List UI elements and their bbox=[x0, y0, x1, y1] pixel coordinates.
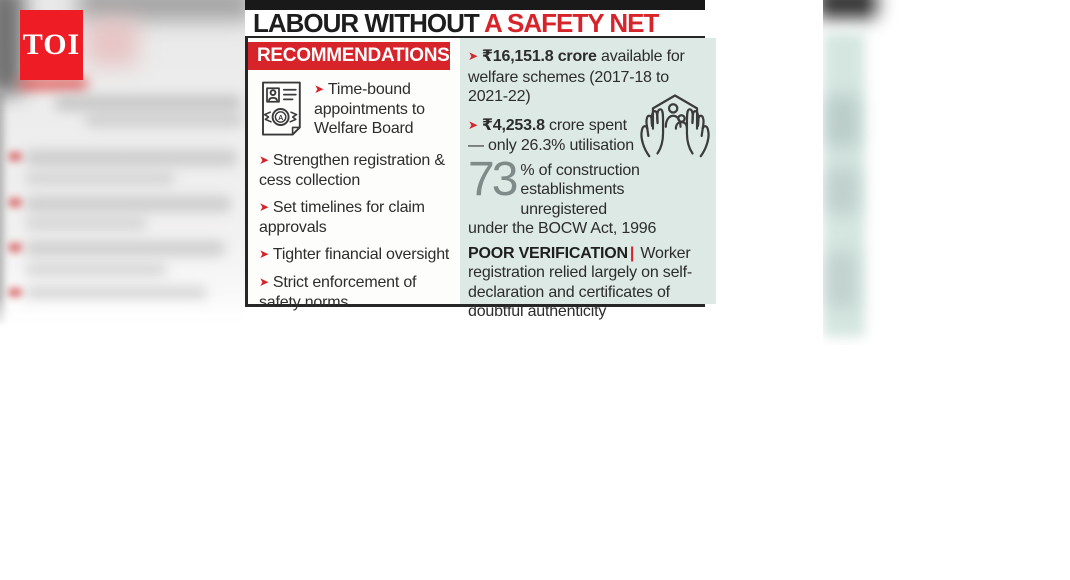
hands-protecting-family-icon bbox=[636, 90, 714, 164]
big-stat-unregistered bbox=[468, 152, 712, 220]
blur-blob bbox=[8, 243, 22, 252]
arrow-bullet-icon: ➤ bbox=[259, 247, 269, 261]
blur-blob bbox=[25, 196, 231, 212]
recommendation-row-1 bbox=[259, 80, 456, 143]
panel-content bbox=[245, 36, 705, 320]
toi-logo bbox=[20, 10, 83, 80]
big-stat-line2: under the BOCW Act, 1996 bbox=[468, 220, 657, 237]
recommendations-list bbox=[248, 70, 460, 312]
poor-verification-label: POOR VERIFICATION bbox=[468, 244, 628, 262]
blur-blob bbox=[8, 152, 22, 161]
stat-bullet-funds-spent: ➤ ₹4,253.8 crore spent — only 26.3% utilisation bbox=[468, 116, 634, 154]
recommendations-header: RECOMMENDATIONS bbox=[248, 42, 450, 70]
panel-title bbox=[245, 10, 705, 36]
arrow-bullet-icon: ➤ bbox=[468, 117, 478, 132]
arrow-bullet-icon: ➤ bbox=[314, 82, 324, 96]
blur-fade bbox=[0, 295, 245, 340]
stats-column bbox=[460, 38, 716, 320]
poor-verification-block bbox=[468, 244, 710, 322]
blur-blob bbox=[25, 150, 237, 166]
certificate-document-icon bbox=[259, 80, 307, 143]
arrow-bullet-icon: ➤ bbox=[259, 275, 269, 289]
blur-blob bbox=[55, 95, 241, 111]
list-item: ➤ Set timelines for claim approvals bbox=[259, 199, 425, 236]
blur-blob bbox=[25, 241, 225, 256]
recommendation-rows bbox=[259, 151, 456, 312]
list-item: ➤ Strict enforcement of safety norms bbox=[259, 274, 417, 311]
title-red-part: A SAFETY NET bbox=[478, 8, 659, 38]
list-item: ➤ Time-bound appointments to Welfare Board bbox=[314, 81, 425, 137]
blur-blob bbox=[25, 263, 167, 276]
toi-logo-text: TOI bbox=[22, 28, 81, 61]
arrow-bullet-icon: ➤ bbox=[259, 200, 269, 214]
blur-blob bbox=[25, 172, 175, 185]
title-black-part: LABOUR WITHOUT bbox=[253, 8, 479, 38]
list-item: ➤ Strengthen registration & cess collection bbox=[259, 152, 445, 189]
red-separator: | bbox=[629, 244, 635, 262]
big-stat-side-text: % of construction establishments unregistered bbox=[520, 161, 640, 218]
blur-blob bbox=[825, 168, 859, 214]
poor-verification-text: Worker registration relied largely on self-declaration and certificates of doubtful authenticity bbox=[468, 244, 693, 320]
list-item: ➤ Tighter financial oversight bbox=[259, 246, 450, 263]
stat-bullet-funds-available: ➤ ₹16,151.8 crore available for welfare schemes (2017-18 to 2021-22) bbox=[468, 48, 685, 105]
blur-blob bbox=[825, 95, 859, 147]
svg-text:A: A bbox=[278, 113, 284, 123]
blur-blob bbox=[85, 113, 243, 127]
blur-blob bbox=[25, 217, 147, 230]
arrow-bullet-icon: ➤ bbox=[468, 49, 478, 63]
recommendations-column bbox=[248, 38, 460, 311]
big-stat-number: 73 bbox=[468, 152, 516, 206]
blur-fade bbox=[863, 0, 983, 345]
blur-blob bbox=[825, 252, 857, 308]
blur-blob bbox=[0, 90, 8, 325]
blur-blob bbox=[86, 18, 138, 66]
background-blur-right bbox=[823, 0, 1070, 345]
utilisation-line: — only 26.3% utilisation bbox=[468, 137, 634, 154]
blur-blob bbox=[78, 0, 245, 20]
arrow-bullet-icon: ➤ bbox=[259, 153, 269, 167]
blur-blob bbox=[8, 198, 22, 207]
infographic-panel bbox=[245, 0, 705, 320]
